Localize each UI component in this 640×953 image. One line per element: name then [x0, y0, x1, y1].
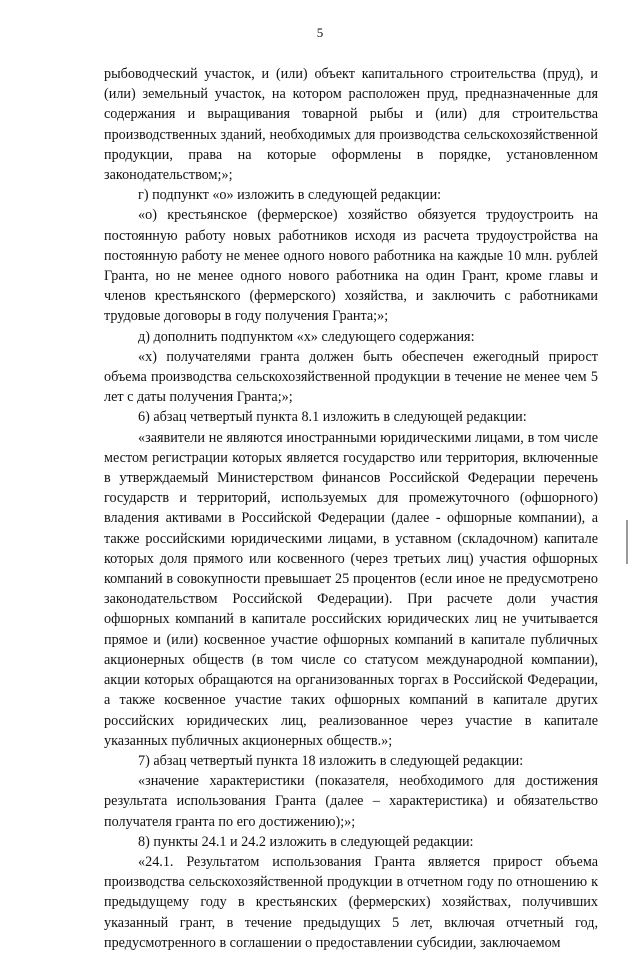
paragraph-subpoint-d: д) дополнить подпунктом «х» следующего содержания:	[138, 328, 475, 345]
document-body	[104, 64, 598, 953]
paragraph-item-8-text: «24.1. Результатом использования Гранта является прирост объема производства сельскохозяйственной продукции в отчетном году по отношению к предыдущему году в крестьянских (фермерских) хозяйствах, получивших указанный грант, в течение предыдущих 5 лет, включая отчетный год, предусмотренного в соглашении о предоставлении субсидии, заключаемом	[104, 853, 598, 951]
paragraph-subpoint-o-text: «о) крестьянское (фермерское) хозяйство обязуется трудоустроить на постоянную работу новых работников исходя из расчета трудоустройства на постоянную работу не менее одного нового работника на каждые 10 млн. рублей Гранта, но не менее одного нового работника на один Грант, кроме главы и членов крестьянского (фермерского) хозяйства, и заключить с работниками трудовые договоры в году получения Гранта;»;	[104, 207, 598, 325]
paragraph-continuation: рыбоводческий участок, и (или) объект капитального строительства (пруд), и (или) земельный участок, на котором расположен пруд, предназначенные для содержания и выращивания товарной рыбы и (или) для строительства производственных зданий, необходимых для производства сельскохозяйственной продукции, права на которые оформлены в порядке, установленном законодательством;»;	[104, 66, 598, 184]
paragraph-item-8: 8) пункты 24.1 и 24.2 изложить в следующей редакции:	[138, 833, 474, 850]
paragraph-item-7-text: «значение характеристики (показателя, необходимого для достижения результата использования Гранта (далее – характеристика) и обязательство получателя гранта по его достижению);»;	[104, 773, 598, 830]
margin-binding-mark	[626, 520, 628, 564]
paragraph-subpoint-g: г) подпункт «о» изложить в следующей редакции:	[138, 187, 442, 204]
paragraph-item-7: 7) абзац четвертый пункта 18 изложить в следующей редакции:	[138, 752, 524, 769]
paragraph-subpoint-x-text: «х) получателями гранта должен быть обеспечен ежегодный прирост объема производства сельскохозяйственной продукции в течение не менее чем 5 лет с даты получения Гранта;»;	[104, 348, 598, 406]
paragraph-item-6-text: «заявители не являются иностранными юридическими лицами, в том числе местом регистрации которых является государство или территория, включенные в утверждаемый Министерством финансов Российской Федерации перечень государств и территорий, используемых для промежуточного (офшорного) владения активами в Российской Федерации (далее - офшорные компании), а также российскими юридическими лицами, в уставном (складочном) капитале которых доля прямого или косвенного (через третьих лиц) участия офшорных компаний в совокупности превышает 25 процентов (если иное не предусмотрено законодательством Российской Федерации). При расчете доли участия офшорных компаний в капитале российских юридических лиц не учитывается прямое и (или) косвенное участие офшорных компаний в капитале публичных акционерных обществ (в том числе со статусом международной компании), акции которых обращаются на организованных торгах в Российской Федерации, а также косвенное участие таких офшорных компаний в капитале других российских юридических лиц, реализованное через участие в капитале указанных публичных акционерных обществ.»;	[104, 429, 598, 749]
paragraph-item-6: 6) абзац четвертый пункта 8.1 изложить в следующей редакции:	[138, 409, 527, 426]
page-number: 5	[316, 25, 324, 40]
